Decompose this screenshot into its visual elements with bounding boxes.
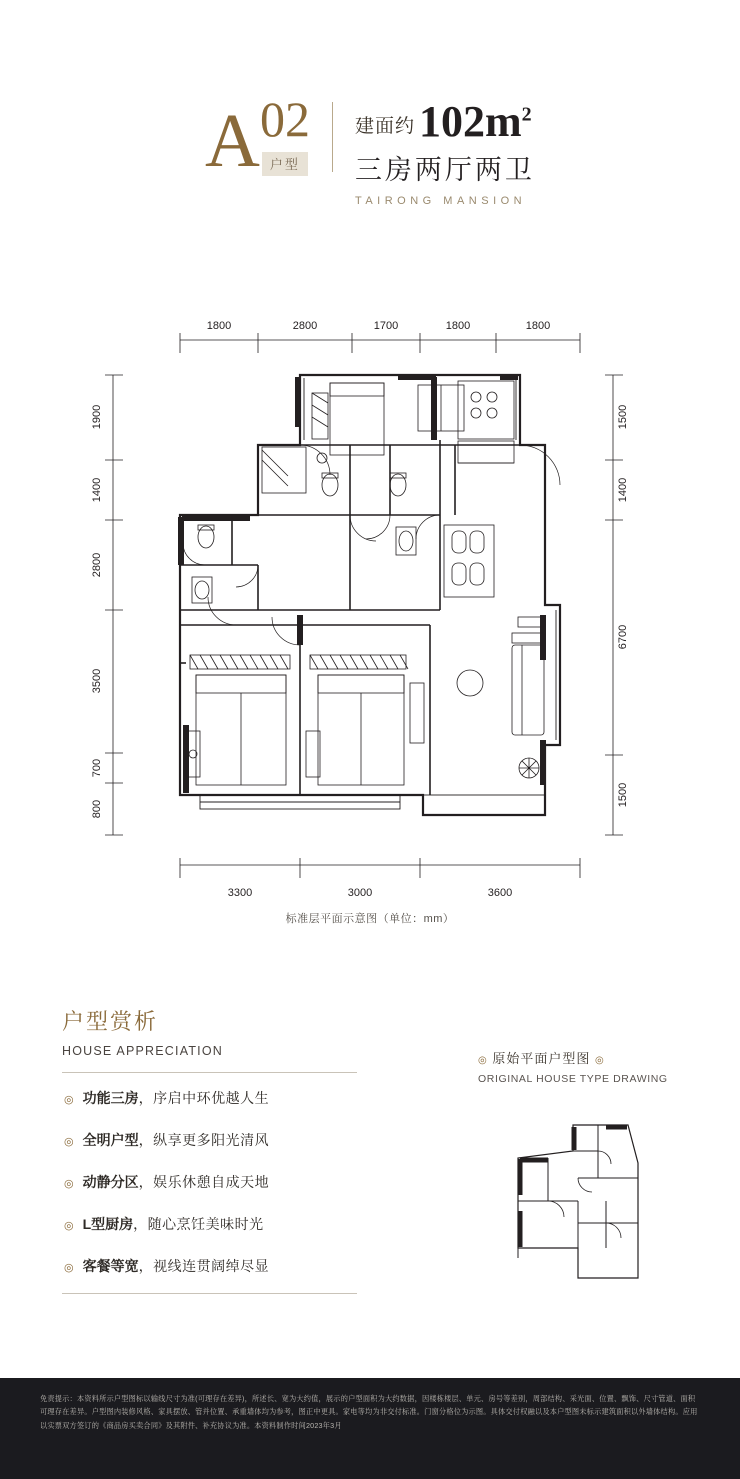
original-plan-title-text: 原始平面户型图 [492,1051,591,1066]
original-plan-title [478,1048,688,1067]
room-config: 三房两厅两卫 [354,155,535,185]
dim-top-4: 1800 [445,320,471,332]
list-item [62,1245,362,1287]
dim-left-3: 2800 [91,552,103,578]
dim-left-2: 1400 [91,477,103,503]
dim-left-1: 1900 [91,404,103,430]
diamond-right-icon: ◎ [595,1055,605,1066]
floor-plan-area [0,315,740,935]
feature-rest: ，视线连贯阔绰尽显 [138,1258,270,1274]
list-item [62,1077,362,1119]
original-plan-thumbnail [478,1103,688,1308]
floor-plan-drawing [0,315,740,935]
area-superscript: 2 [521,103,532,126]
bullet-icon: ◎ [64,1136,74,1148]
unit-code [205,91,328,184]
feature-rest: ，序启中环优越人生 [138,1090,270,1106]
dim-right-2: 1400 [617,477,629,503]
house-appreciation-section [62,1005,362,1294]
original-plan-section [478,1048,688,1308]
dim-bottom-3: 3600 [487,887,513,899]
unit-number: 02 [259,91,310,147]
feature-bold: L型厨房 [82,1216,134,1232]
plan-caption: 标准层平面示意图（单位：mm） [285,913,455,925]
dim-left-6: 800 [91,799,103,819]
list-item [62,1161,362,1203]
list-item [62,1203,362,1245]
disclaimer-footer: 免责提示：本资料所示户型图标以输线尺寸为准(可理存在差异)，所述长、宽为大约值，展示的户型面积为大约数据，因楼栋楼层、单元、房号等差别，周部结构、采光面、位置、飘饰、尺寸管道、面积可理存在差异。户型图内装修风格、家具摆放、管并位置、承重墙体均为参考，图正中更具。家电等均为非交付标准。门窗分格位为示图。具体交付权融以及本户型图未标示建筑面积以外墙体结构。应用以实票双方签订的《商品房买卖合同》及其附件、补充协议为准。本资料制作时间2023年3月 [0,1378,740,1479]
unit-number-wrap [259,91,310,176]
page-header [0,91,740,207]
feature-bold: 客餐等宽 [82,1258,139,1274]
dim-top-5: 1800 [525,320,551,332]
dim-right-3: 6700 [617,624,629,650]
feature-rest: ，纵享更多阳光清风 [138,1132,270,1148]
original-plan-subtitle: ORIGINAL HOUSE TYPE DRAWING [478,1073,668,1085]
appreciation-divider-top [62,1072,357,1073]
unit-summary [355,96,535,207]
dim-top-2: 2800 [292,320,318,332]
appreciation-divider-bottom [62,1293,357,1294]
dim-top-3: 1700 [373,320,399,332]
dim-left-4: 3500 [91,668,103,694]
feature-bold: 功能三房 [82,1090,139,1106]
dim-bottom-1: 3300 [227,887,253,899]
dim-bottom-2: 3000 [347,887,373,899]
bullet-icon: ◎ [64,1094,74,1106]
feature-rest: ，随心烹饪美味时光 [133,1216,264,1232]
header-divider [332,102,333,172]
feature-bold: 全明户型 [82,1132,139,1148]
brand-name-en: TAIRONG MANSION [354,195,527,207]
diamond-left-icon: ◎ [478,1055,488,1066]
feature-rest: ，娱乐休憩自成天地 [138,1174,270,1190]
dim-left-5: 700 [91,758,103,778]
area-value: $102m^2$ [418,97,532,146]
appreciation-subtitle: HOUSE APPRECIATION [62,1044,223,1058]
dim-right-4: 1500 [617,782,629,808]
bullet-icon: ◎ [64,1262,74,1274]
unit-letter: A [205,99,258,184]
bullet-icon: ◎ [64,1178,74,1190]
unit-type-label: 户型 [262,152,308,176]
feature-list [62,1077,362,1287]
area-prefix: 建面约 [354,116,415,137]
dim-right-1: 1500 [617,404,629,430]
bullet-icon: ◎ [64,1220,74,1232]
dim-top-1: 1800 [206,320,232,332]
list-item [62,1119,362,1161]
appreciation-title: 户型赏析 [62,1009,159,1034]
feature-bold: 动静分区 [82,1174,139,1190]
